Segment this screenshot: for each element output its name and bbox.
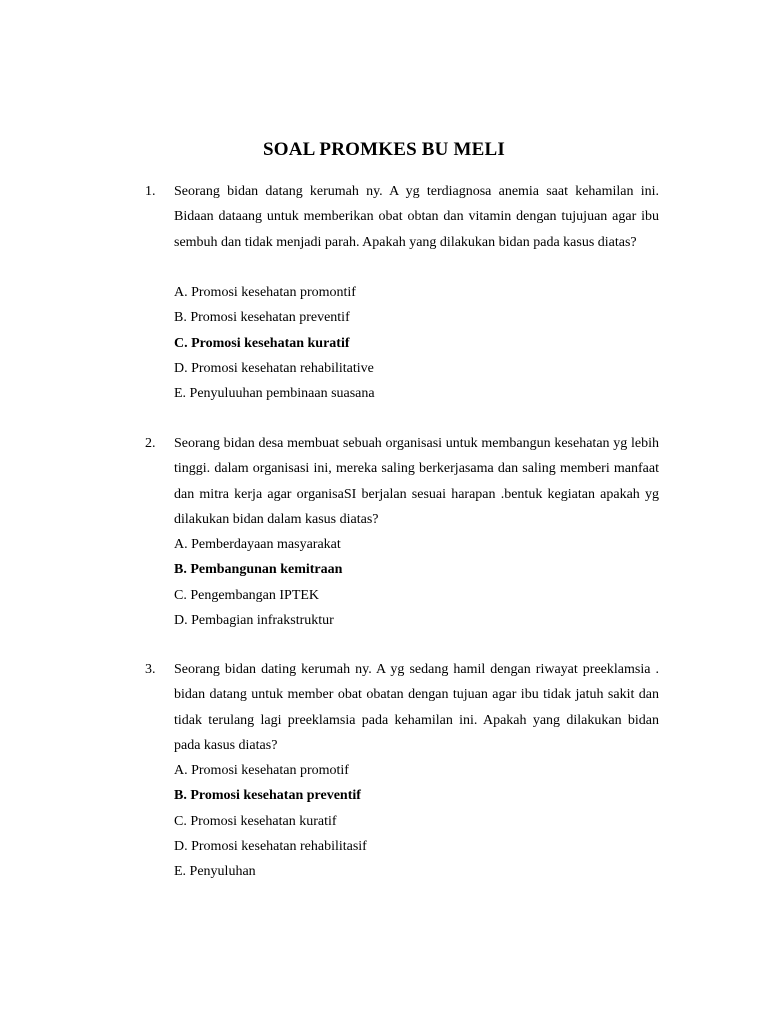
- question-text: Seorang bidan datang kerumah ny. A yg terdiagnosa anemia saat kehamilan ini. Bidaan dataang untuk memberikan obat obtan dan vitamin dengan tujujuan agar ibu sembuh dan tidak menjadi parah. Apakah yang dilakukan bidan pada kasus diatas?: [174, 184, 659, 250]
- option-a: A. Pemberdayaan masyarakat: [174, 537, 341, 552]
- option-e: E. Penyuluuhan pembinaan suasana: [174, 386, 375, 402]
- option-b: B. Promosi kesehatan preventif: [174, 310, 350, 326]
- option-d: D. Promosi kesehatan rehabilitative: [174, 360, 374, 376]
- page-title: SOAL PROMKES BU MELI: [262, 139, 506, 160]
- option-e: E. Penyuluhan: [174, 864, 256, 880]
- question-text: Seorang bidan desa membuat sebuah organisasi untuk membangun kesehatan yg lebih tinggi. dalam organisasi ini, mereka saling berkerjasama dan saling memberi manfaat dan mitra kerja agar organisaSI berjalan sesuai harapan .bentuk kegiatan apakah yg dilakukan bidan dalam kasus diatas?: [174, 436, 659, 527]
- question-text: Seorang bidan dating kerumah ny. A yg sedang hamil dengan riwayat preeklamsia . bidan datang untuk member obat obatan dengan tujuan agar ibu tidak jatuh sakit dan tidak terulang lagi preeklamsia pada kehamilan ini. Apakah yang dilakukan bidan pada kasus diatas?: [174, 662, 659, 753]
- option-d: D. Promosi kesehatan rehabilitasif: [174, 838, 367, 854]
- question-number: 3.: [145, 662, 156, 677]
- option-c: C. Promosi kesehatan kuratif: [174, 813, 337, 829]
- option-list: [174, 532, 659, 633]
- option-b: B. Pembangunan kemitraan: [174, 562, 343, 578]
- option-a: A. Promosi kesehatan promontif: [174, 285, 356, 300]
- option-c: C. Promosi kesehatan kuratif: [174, 335, 350, 351]
- option-d: D. Pembagian infrakstruktur: [174, 612, 334, 628]
- question-number: 1.: [145, 184, 156, 199]
- option-list: [174, 758, 659, 884]
- option-b: B. Promosi kesehatan preventif: [174, 788, 361, 804]
- option-list: [174, 280, 659, 406]
- question-number: 2.: [145, 436, 156, 451]
- option-a: A. Promosi kesehatan promotif: [174, 763, 349, 778]
- option-c: C. Pengembangan IPTEK: [174, 587, 320, 603]
